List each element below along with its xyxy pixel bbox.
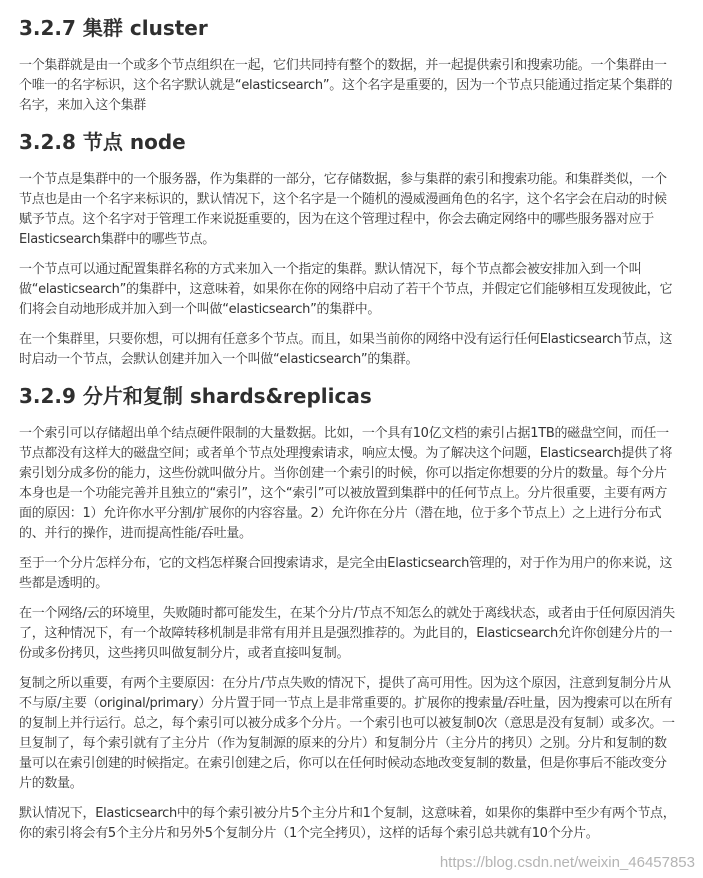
paragraph: 一个索引可以存储超出单个结点硬件限制的大量数据。比如，一个具有10亿文档的索引占据1TB的磁盘空间，而任一节点都没有这样大的磁盘空间；或者单个节点处理搜索请求，响应太慢。为了解决这个问题，Elasticsearch提供了将索引划分成多份的能力，这些份就叫做分片。当你创建一个索引的时候，你可以指定你想要的分片的数量。每个分片本身也是一个功能完善并且独立的“索引”，这个“索引”可以被放置到集群中的任何节点上。分片很重要，主要有两方面的原因：1）允许你水平分割/扩展你的内容容量。2）允许你在分片（潜在地，位于多个节点上）之上进行分布式的、并行的操作，进而提高性能/吞吐量。: [19, 426, 673, 541]
section-heading-node: 3.2.8 节点 node: [19, 130, 186, 154]
paragraph: 至于一个分片怎样分布，它的文档怎样聚合回搜索请求，是完全由Elasticsearch管理的，对于作为用户的你来说，这些都是透明的。: [19, 556, 673, 591]
section-heading-shards-replicas: 3.2.9 分片和复制 shards&replicas: [19, 384, 372, 408]
paragraph: 一个集群就是由一个或多个节点组织在一起，它们共同持有整个的数据，并一起提供索引和搜索功能。一个集群由一个唯一的名字标识，这个名字默认就是“elasticsearch”。这个名字是重要的，因为一个节点只能通过指定某个集群的名字，来加入这个集群: [19, 58, 673, 113]
paragraph: 一个节点是集群中的一个服务器，作为集群的一部分，它存储数据，参与集群的索引和搜索功能。和集群类似，一个节点也是由一个名字来标识的，默认情况下，这个名字是一个随机的漫威漫画角色的名字，这个名字会在启动的时候赋予节点。这个名字对于管理工作来说挺重要的，因为在这个管理过程中，你会去确定网络中的哪些服务器对应于Elasticsearch集群中的哪些节点。: [19, 172, 667, 247]
paragraph: 在一个网络/云的环境里，失败随时都可能发生，在某个分片/节点不知怎么的就处于离线状态，或者由于任何原因消失了，这种情况下，有一个故障转移机制是非常有用并且是强烈推荐的。为此目的，Elasticsearch允许你创建分片的一份或多份拷贝，这些拷贝叫做复制分片，或者直接叫复制。: [19, 606, 675, 661]
paragraph: 默认情况下，Elasticsearch中的每个索引被分片5个主分片和1个复制，这意味着，如果你的集群中至少有两个节点，你的索引将会有5个主分片和另外5个复制分片（1个完全拷贝），这样的话每个索引总共就有10个分片。: [19, 806, 676, 841]
paragraph: 一个节点可以通过配置集群名称的方式来加入一个指定的集群。默认情况下，每个节点都会被安排加入到一个叫做“elasticsearch”的集群中，这意味着，如果你在你的网络中启动了若干个节点，并假定它们能够相互发现彼此，它们将会自动地形成并加入到一个叫做“elasticsearch”的集群中。: [19, 262, 673, 317]
paragraph: 复制之所以重要，有两个主要原因：在分片/节点失败的情况下，提供了高可用性。因为这个原因，注意到复制分片从不与原/主要（original/primary）分片置于同一节点上是非常重要的。扩展你的搜索量/吞吐量，因为搜索可以在所有的复制上并行运行。总之，每个索引可以被分成多个分片。一个索引也可以被复制0次（意思是没有复制）或多次。一旦复制了，每个索引就有了主分片（作为复制源的原来的分片）和复制分片（主分片的拷贝）之别。分片和复制的数量可以在索引创建的时候指定。在索引创建之后，你可以在任何时候动态地改变复制的数量，但是你事后不能改变分片的数量。: [19, 676, 675, 791]
paragraph: 在一个集群里，只要你想，可以拥有任意多个节点。而且，如果当前你的网络中没有运行任何Elasticsearch节点，这时启动一个节点，会默认创建并加入一个叫做“elasticsearch”的集群。: [19, 332, 673, 367]
section-heading-cluster: 3.2.7 集群 cluster: [19, 16, 208, 40]
watermark: https://blog.csdn.net/weixin_46457853: [439, 854, 695, 871]
